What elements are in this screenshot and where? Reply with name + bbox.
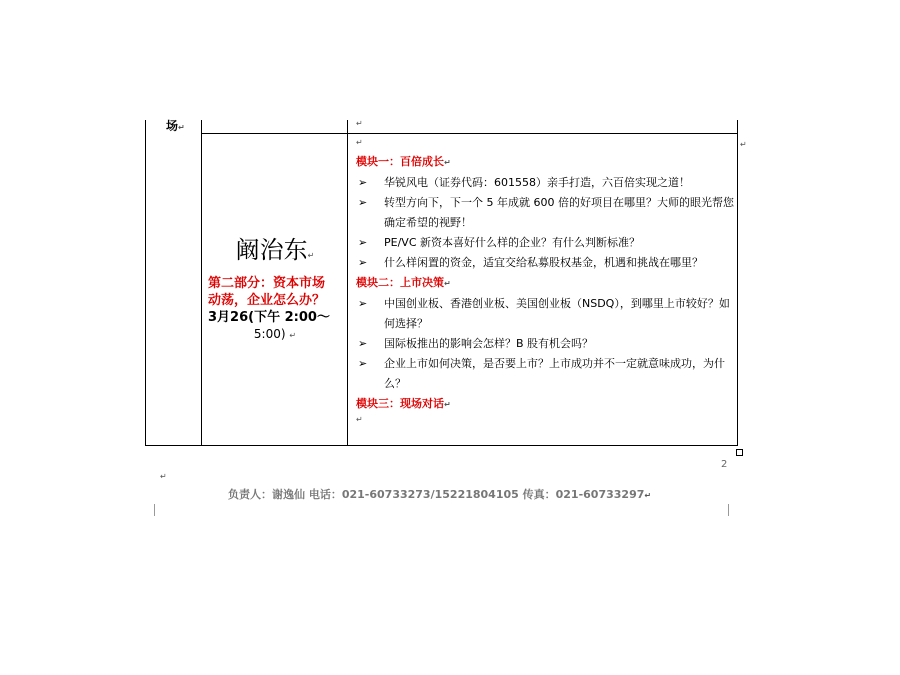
arrow-bullet-icon: ➢: [358, 297, 368, 310]
list-item: ➢ 中国创业板、香港创业板、美国创业板（NSDQ），到哪里上市较好？如何选择？: [356, 294, 736, 334]
arrow-bullet-icon: ➢: [358, 256, 368, 269]
footer-mark: ↵: [160, 472, 167, 481]
prev-row-cell-mark: ↵: [356, 119, 363, 128]
list-item: ➢ 华锐风电（证券代码：601558）亲手打造，六百倍实现之道！: [356, 173, 736, 193]
content-bottom-mark: ↵: [356, 415, 363, 424]
footer-contact: 负责人：谢逸仙 电话：021-60733273/15221804105 传真：021-60733297↵: [228, 488, 652, 501]
list-item: ➢ PE/VC 新资本喜好什么样的企业？有什么判断标准？: [356, 233, 736, 253]
session-date: 3月26(下午 2:00～: [208, 310, 330, 325]
speaker-name: 阚治东↵: [235, 236, 315, 264]
arrow-bullet-icon: ➢: [358, 236, 368, 249]
prev-row-left-text: 场↵: [166, 119, 185, 133]
margin-marker-right: [728, 504, 729, 516]
module-title: 模块二：上市决策↵: [356, 276, 451, 289]
arrow-bullet-icon: ➢: [358, 337, 368, 350]
session-date-end: 5:00) ↵: [253, 327, 297, 341]
margin-marker-left: [154, 504, 155, 516]
module-title: 模块三：现场对话↵: [356, 397, 451, 410]
table-resize-handle[interactable]: [736, 449, 743, 456]
table-border-left: [145, 120, 146, 446]
list-item: ➢ 转型方向下，下一个 5 年成就 600 倍的好项目在哪里？大师的眼光帮您确定希望的视野！: [356, 193, 736, 233]
list-item: ➢ 国际板推出的影响会怎样？B 股有机会吗？: [356, 334, 736, 354]
row-end-mark: ↵: [740, 140, 747, 149]
table-border-right: [737, 120, 738, 446]
module-title: 模块一：百倍成长↵: [356, 155, 451, 168]
table-border-bottom: [145, 445, 738, 446]
session-title: 第二部分：资本市场 动荡，企业怎么办？: [208, 276, 326, 308]
table-row-divider: [201, 133, 738, 134]
page-number: 2: [721, 459, 728, 470]
arrow-bullet-icon: ➢: [358, 176, 368, 189]
content-top-mark: ↵: [356, 138, 363, 147]
list-item: ➢ 企业上市如何决策，是否要上市？上市成功并不一定就意味成功，为什么？: [356, 354, 736, 394]
arrow-bullet-icon: ➢: [358, 357, 368, 370]
arrow-bullet-icon: ➢: [358, 196, 368, 209]
list-item: ➢ 什么样闲置的资金，适宜交给私募股权基金，机遇和挑战在哪里？: [356, 253, 736, 273]
speaker-cell: [202, 235, 348, 344]
content-cell: [356, 152, 736, 424]
